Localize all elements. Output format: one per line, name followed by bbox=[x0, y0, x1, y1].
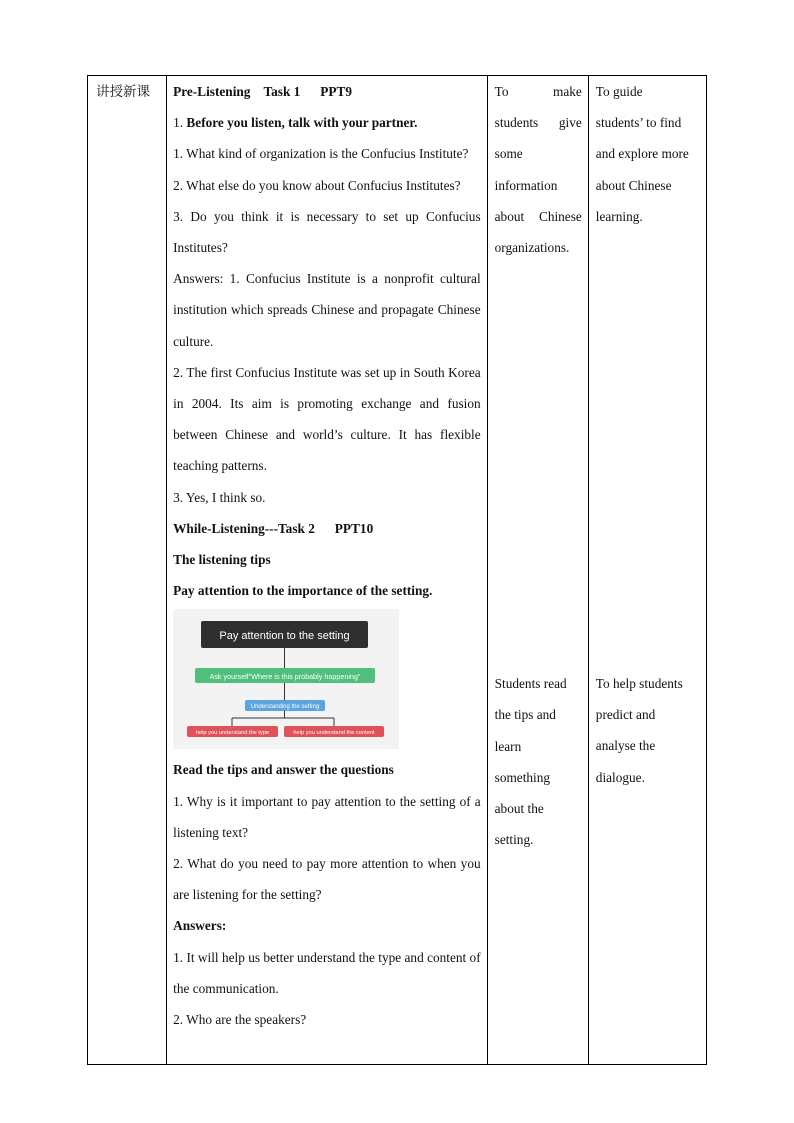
section-label: 讲授新课 bbox=[96, 84, 150, 100]
answers-label: Answers: bbox=[173, 918, 227, 934]
purpose-line: students give bbox=[494, 115, 582, 131]
purpose-line: learn bbox=[494, 738, 522, 754]
purpose-line: about the bbox=[494, 801, 544, 817]
diagram-ask-text: Ask yourself"Where is this probably happening" bbox=[209, 672, 361, 682]
diagram-type-text: help you understand the type bbox=[195, 730, 270, 737]
pre-question: 1. What kind of organization is the Confucius Institute? bbox=[173, 146, 469, 162]
purpose-line: To make bbox=[494, 84, 582, 99]
while-question: 1. Why is it important to pay attention to the setting of a listening text? bbox=[173, 793, 481, 840]
aim-line: analyse the bbox=[595, 738, 656, 754]
purpose-line: some bbox=[494, 146, 523, 162]
intro-question bbox=[173, 107, 481, 138]
aim-line: learning. bbox=[595, 208, 643, 224]
while-listening-heading: While-Listening---Task 2 PPT10 bbox=[173, 520, 374, 536]
intro-number: 1. bbox=[173, 115, 187, 131]
pre-listening-heading: Pre-Listening Task 1 PPT9 bbox=[173, 84, 353, 99]
teaching-content-cell bbox=[167, 76, 488, 1065]
purpose-line: information bbox=[494, 177, 558, 193]
purpose-line: about Chinese bbox=[494, 208, 582, 224]
setting-diagram-svg bbox=[173, 609, 399, 749]
read-tips-heading: Read the tips and answer the questions bbox=[173, 762, 394, 778]
pre-question: 2. What else do you know about Confucius Institutes? bbox=[173, 177, 461, 193]
while-answer: 2. Who are the speakers? bbox=[173, 1012, 307, 1028]
tips-subtitle: Pay attention to the importance of the setting. bbox=[173, 583, 433, 599]
aim-line: To guide bbox=[595, 84, 643, 99]
aim-line: students’ to find bbox=[595, 115, 682, 131]
pre-answer: 3. Yes, I think so. bbox=[173, 489, 266, 505]
aim-line: predict and bbox=[595, 707, 656, 723]
pre-answer: 2. The first Confucius Institute was set up in South Korea in 2004. Its aim is promoting exchange and fusion between Chinese and world’s culture. It has flexible teaching patterns. bbox=[173, 364, 481, 474]
tips-title: The listening tips bbox=[173, 552, 271, 568]
diagram-content-text: help you understand the content bbox=[293, 730, 375, 737]
purpose-line: something bbox=[494, 769, 551, 785]
pre-answer: Answers: 1. Confucius Institute is a nonprofit cultural institution which spreads Chinese and propagate Chinese culture. bbox=[173, 271, 481, 349]
diagram-understanding-text: Understanding the setting bbox=[250, 704, 320, 711]
purpose-cell bbox=[487, 76, 588, 1065]
purpose-line: the tips and bbox=[494, 707, 556, 723]
intro-text: Before you listen, talk with your partner. bbox=[186, 115, 418, 131]
while-question: 2. What do you need to pay more attention to when you are listening for the setting? bbox=[173, 856, 481, 903]
aim-line: To help students bbox=[595, 676, 683, 692]
section-label-cell bbox=[88, 76, 167, 1065]
aim-line: and explore more bbox=[595, 146, 689, 162]
lesson-plan-table bbox=[87, 75, 707, 1065]
diagram-title-text: Pay attention to the setting bbox=[219, 630, 350, 643]
aim-line: about Chinese bbox=[595, 177, 672, 193]
setting-diagram bbox=[173, 609, 399, 749]
spacer bbox=[495, 263, 582, 668]
table-row bbox=[88, 76, 707, 1065]
spacer bbox=[596, 232, 700, 668]
purpose-line: setting. bbox=[494, 832, 534, 848]
aim-line: dialogue. bbox=[595, 769, 645, 785]
while-answer: 1. It will help us better understand the type and content of the communication. bbox=[173, 949, 481, 996]
aim-cell bbox=[588, 76, 706, 1065]
pre-question: 3. Do you think it is necessary to set up Confucius Institutes? bbox=[173, 208, 481, 256]
purpose-line: Students read bbox=[494, 676, 567, 692]
purpose-line: organizations. bbox=[494, 240, 570, 256]
